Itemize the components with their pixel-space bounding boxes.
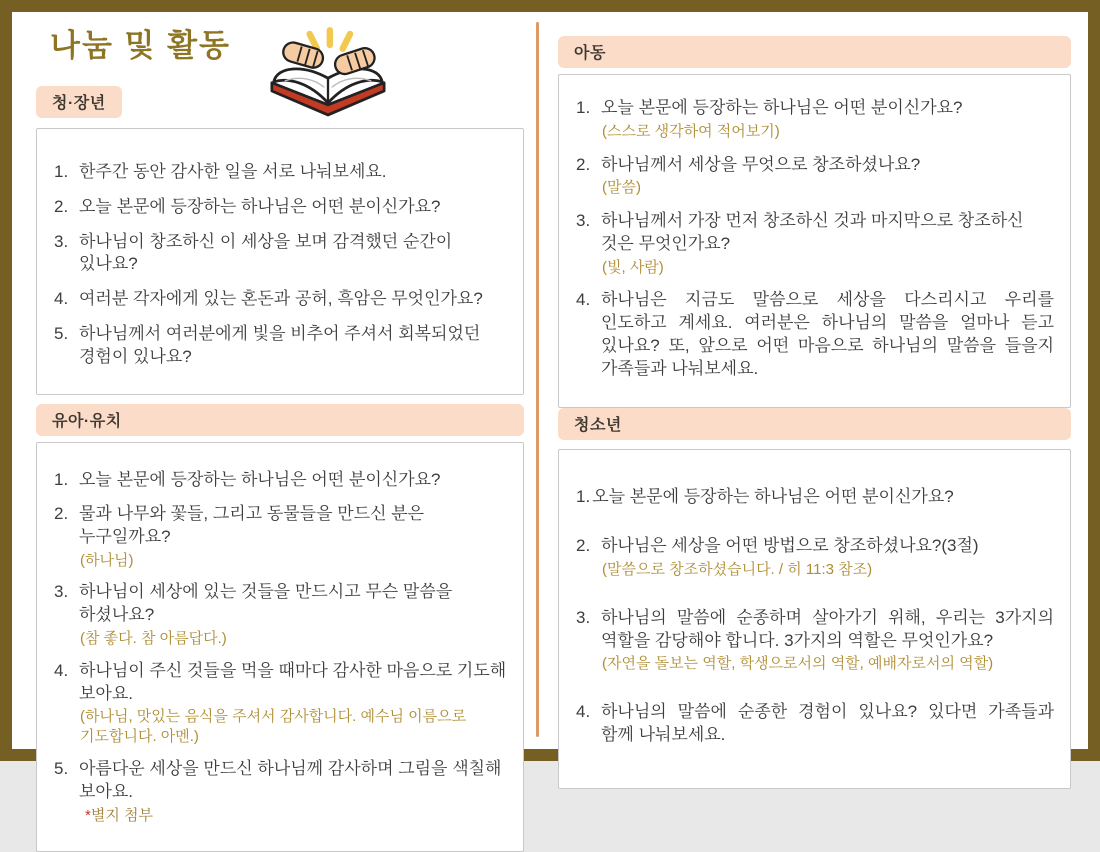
answer-hint: (말씀으로 창조하셨습니다. / 히 11:3 참조) [602, 561, 873, 579]
section-children [558, 36, 1071, 408]
question-text: 아름다운 세상을 만드신 하나님께 감사하며 그림을 색칠해 보아요. [79, 758, 502, 801]
question-item [54, 323, 507, 369]
question-body [601, 210, 1054, 277]
question-body [79, 323, 507, 369]
question-item [576, 97, 1054, 142]
question-text: 오늘 본문에 등장하는 하나님은 어떤 분이신가요? [79, 470, 441, 490]
question-body [79, 288, 507, 311]
question-number: 2. [576, 536, 591, 556]
question-item [54, 758, 507, 826]
question-item [54, 581, 507, 648]
answer-hint: (하나님, 맛있는 음식을 주셔서 감사합니다. 예수님 이름으로 기도합니다. 아멘.) [80, 708, 467, 746]
question-body [79, 660, 507, 747]
attachment-note [79, 806, 507, 826]
question-body [601, 289, 1054, 380]
question-number: 4. [54, 289, 69, 309]
question-item [54, 196, 507, 219]
note-text: 별지 첨부 [90, 807, 153, 825]
question-number: 2. [54, 504, 69, 524]
badge-children: 아동 [558, 36, 1071, 68]
question-text: 하나님의 말씀에 순종하며 살아가기 위해, 우리는 3가지의 역할을 감당해야 합니다. 3가지의 역할은 무엇인가요? [601, 607, 1054, 650]
question-text: 하나님께서 여러분에게 빛을 비추어 주셔서 회복되었던 경험이 있나요? [79, 323, 481, 366]
question-number: 3. [576, 211, 591, 231]
left-column [12, 12, 536, 825]
question-list [54, 161, 507, 368]
open-book-icon [259, 24, 397, 124]
question-body [79, 196, 507, 219]
question-item [576, 486, 1054, 509]
answer-hint: (스스로 생각하여 적어보기) [602, 122, 780, 140]
question-item [54, 660, 507, 747]
question-box-kindergarten [36, 442, 524, 852]
question-item [54, 503, 507, 570]
question-body [79, 469, 507, 492]
question-text: 한주간 동안 감사한 일을 서로 나눠보세요. [79, 162, 387, 181]
badge-kindergarten: 유아·유치 [36, 404, 524, 436]
question-item [576, 289, 1054, 380]
question-number: 5. [54, 323, 69, 343]
title-and-badge [36, 22, 231, 118]
answer-hint: (말씀) [602, 179, 641, 197]
badge-adults: 청·장년 [36, 86, 122, 118]
question-item [576, 701, 1054, 747]
section-adults [36, 128, 524, 395]
answer-hint: (참 좋다. 참 아름답다.) [80, 629, 227, 647]
question-text: 오늘 본문에 등장하는 하나님은 어떤 분이신가요? [79, 196, 441, 216]
answer-hint: (하나님) [80, 551, 134, 569]
question-body [601, 607, 1054, 674]
question-number: 1. [576, 98, 591, 117]
section-kindergarten [36, 404, 524, 852]
question-item [576, 154, 1054, 199]
question-text: 하나님은 세상을 어떤 방법으로 창조하셨나요?(3절) [601, 536, 979, 556]
question-body [601, 535, 1054, 580]
question-text: 오늘 본문에 등장하는 하나님은 어떤 분이신가요? [592, 486, 954, 506]
question-body [601, 701, 1054, 747]
question-text: 하나님은 지금도 말씀으로 세상을 다스리시고 우리를 인도하고 계세요. 여러분은 하나님의 말씀을 얼마나 듣고 있나요? 또, 앞으로 어떤 마음으로 하나님의 말씀을 들을지 가족들과 나눠보세요. [601, 290, 1054, 378]
answer-hint: (자연을 돌보는 역할, 학생으로서의 역할, 예배자로서의 역할) [602, 655, 994, 673]
question-body [601, 154, 1054, 199]
question-text: 하나님의 말씀에 순종한 경험이 있나요? 있다면 가족들과 함께 나눠보세요. [601, 702, 1054, 744]
question-list [576, 97, 1054, 381]
question-item [54, 469, 507, 492]
note-star: * [85, 807, 91, 825]
question-body [79, 758, 507, 826]
page-header [36, 22, 524, 124]
question-list [54, 469, 507, 826]
question-text: 여러분 각자에게 있는 혼돈과 공허, 흑암은 무엇인가요? [79, 289, 483, 309]
question-body [601, 97, 1054, 142]
question-number: 3. [576, 607, 591, 627]
question-number: 1. [54, 162, 69, 181]
question-body [79, 231, 507, 277]
question-item [576, 607, 1054, 674]
section-youth [558, 408, 1071, 789]
question-body [79, 503, 507, 570]
question-number: 2. [54, 196, 69, 216]
answer-hint: (빛, 사람) [602, 258, 664, 276]
question-item [54, 161, 507, 184]
right-column [539, 12, 1088, 749]
question-text: 하나님이 창조하신 이 세상을 보며 감격했던 순간이 있나요? [79, 231, 453, 274]
question-number: 2. [576, 154, 591, 174]
question-item [54, 288, 507, 311]
question-text: 하나님께서 가장 먼저 창조하신 것과 마지막으로 창조하신 것은 무엇인가요? [601, 211, 1024, 253]
question-text: 물과 나무와 꽃들, 그리고 동물들을 만드신 분은 누구일까요? [79, 504, 425, 546]
question-number: 3. [54, 582, 69, 602]
question-text: 하나님이 주신 것들을 먹을 때마다 감사한 마음으로 기도해 보아요. [79, 660, 507, 703]
question-text: 오늘 본문에 등장하는 하나님은 어떤 분이신가요? [601, 98, 963, 117]
page-title: 나눔 및 활동 [50, 28, 231, 63]
question-item [576, 535, 1054, 580]
question-list [576, 486, 1054, 747]
question-box-youth [558, 449, 1071, 789]
question-number: 4. [576, 702, 591, 722]
question-body [79, 161, 507, 184]
question-body [592, 486, 1054, 509]
badge-youth: 청소년 [558, 408, 1071, 440]
question-number: 1. [54, 470, 69, 490]
question-item [54, 231, 507, 277]
emphasis-rays-icon [310, 30, 350, 48]
question-text: 하나님께서 세상을 무엇으로 창조하셨나요? [601, 154, 921, 174]
question-number: 3. [54, 231, 69, 251]
question-item [576, 210, 1054, 277]
question-box-children [558, 74, 1071, 408]
question-number: 5. [54, 758, 69, 778]
question-text: 하나님이 세상에 있는 것들을 만드시고 무슨 말씀을 하셨나요? [79, 582, 453, 625]
left-hand-icon [281, 40, 325, 70]
question-number: 4. [576, 290, 591, 310]
question-box-adults [36, 128, 524, 395]
question-number: 4. [54, 660, 69, 680]
question-number: 1. [576, 486, 591, 506]
question-body [79, 581, 507, 648]
